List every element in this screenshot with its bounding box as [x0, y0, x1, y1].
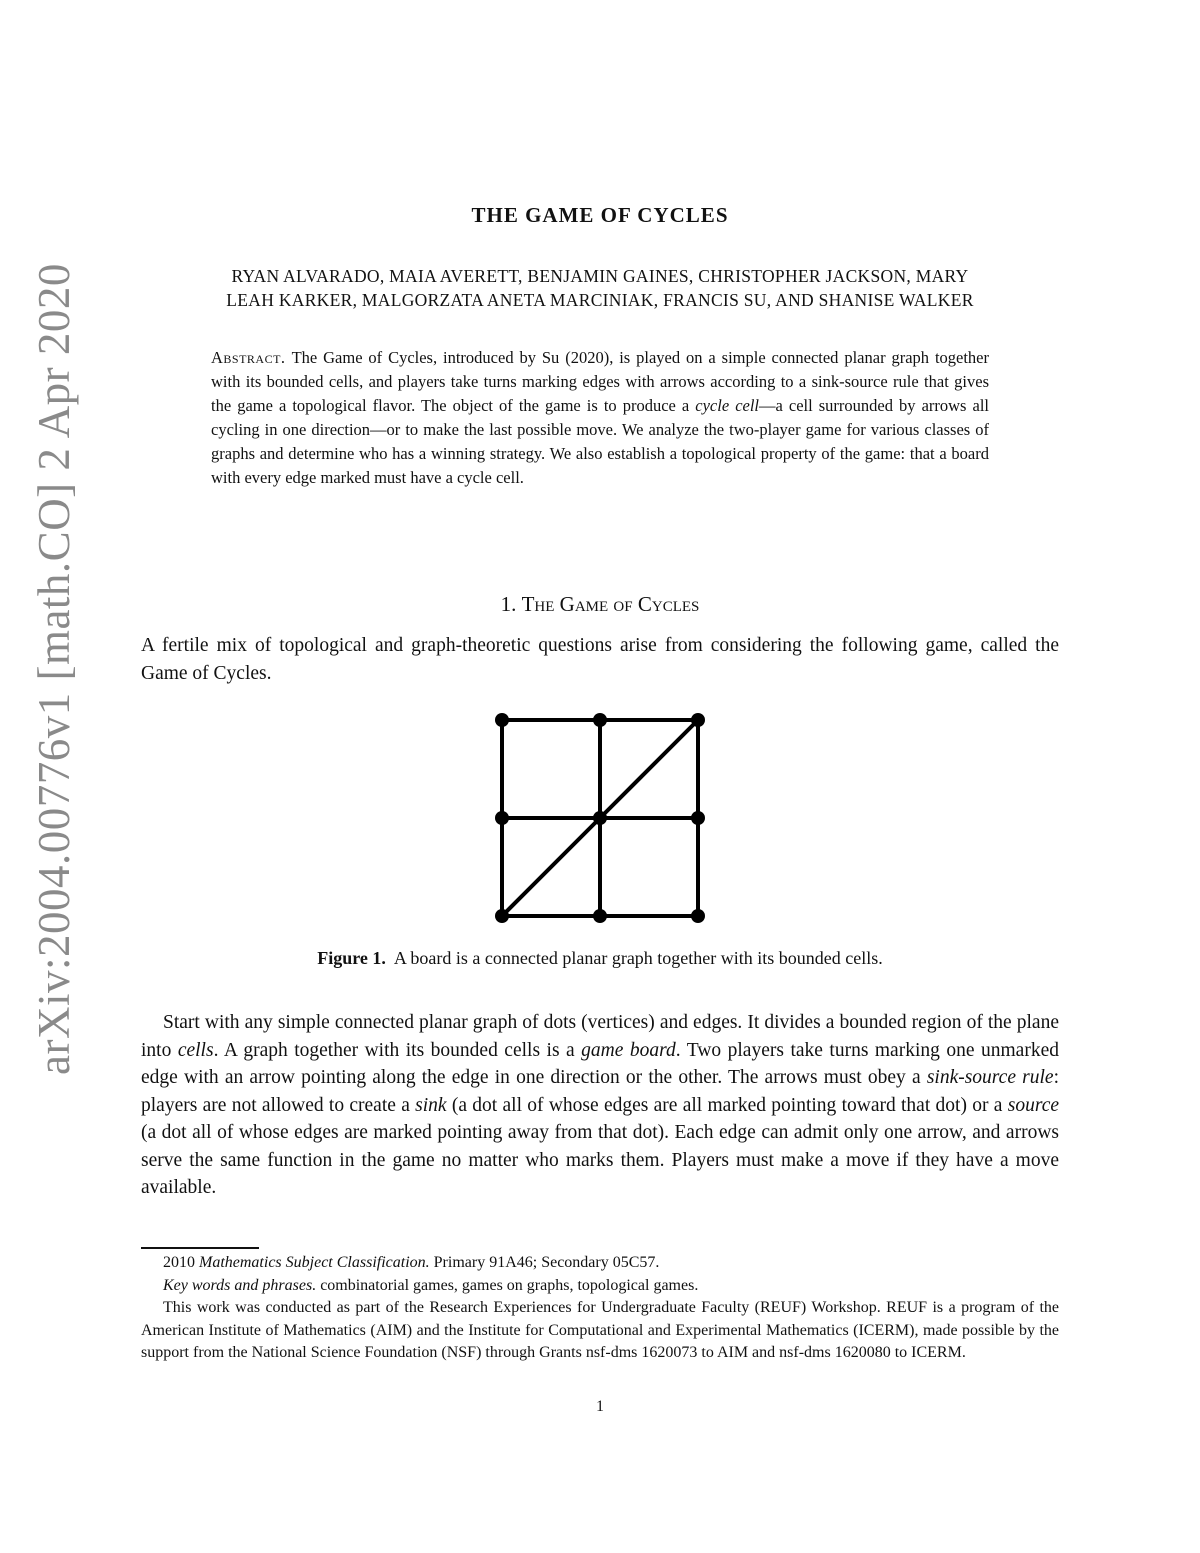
paper-title: THE GAME OF CYCLES: [471, 203, 729, 227]
board-vertex: [691, 811, 705, 825]
figure-caption-text: A board is a connected planar graph together with its bounded cells.: [393, 948, 883, 968]
board-vertex: [593, 713, 607, 727]
rules-text: : players are not allowed to create a: [141, 1067, 1059, 1116]
msc-label: Mathematics Subject Classification.: [199, 1254, 430, 1271]
footnotes: [141, 1252, 1059, 1365]
msc-year: 2010: [163, 1254, 199, 1271]
term-source: source: [1007, 1094, 1059, 1116]
term-cells: cells: [177, 1039, 214, 1061]
section-title-text: The Game of Cycles: [521, 592, 700, 616]
footnote-msc: [141, 1252, 1059, 1275]
page-number: 1: [596, 1398, 604, 1415]
footnote-funding: This work was conducted as part of the Research Experiences for Undergraduate Faculty (REUF) Workshop. REUF is a program of the American Institute of Mathematics (AIM) and the Institute for Computational and Experimental Mathematics (ICERM), made possible by the support from the National Science Foundation (NSF) through Grants nsf-dms 1620073 to AIM and nsf-dms 1620080 to ICERM.: [141, 1299, 1059, 1361]
author-line-2: LEAH KARKER, MALGORZATA ANETA MARCINIAK, FRANCIS SU, AND SHANISE WALKER: [226, 290, 974, 310]
footnote-keywords: [141, 1275, 1059, 1298]
abstract-text-part1: The Game of Cycles, introduced by Su (2020), is played on a simple connected planar graph together with its bounded cells, and players take turns marking edges with arrows according to a sink-source rule that gives the game a topological flavor. The object of the game is to produce a: [211, 348, 989, 415]
rules-text: . A graph together with its bounded cells is a: [213, 1039, 582, 1061]
intro-paragraph: A fertile mix of topological and graph-theoretic questions arise from considering the following game, called the Game of Cycles.: [141, 635, 1059, 684]
abstract-label: Abstract.: [211, 348, 286, 367]
rules-paragraph: [141, 1009, 1059, 1202]
rules-text: Start with any simple connected planar graph of dots (vertices) and edges. It divides a bounded region of the plane into: [141, 1012, 1059, 1061]
rules-text: . Two players take turns marking one unmarked edge with an arrow pointing along the edge in one direction or the other. The arrows must obey a: [141, 1039, 1059, 1088]
abstract-term-cycle-cell: cycle cell: [695, 396, 760, 415]
board-diagonal-edge: [502, 818, 600, 916]
board-vertex: [691, 909, 705, 923]
term-game-board: game board: [581, 1039, 676, 1061]
board-diagonal-edge: [600, 720, 698, 818]
abstract-text-part2: —a cell surrounded by arrows all cycling in one direction—or to make the last possible move. We analyze the two-player game for various classes of graphs and determine who has a winning strategy. We also establish a topological property of the game: that a board with every edge marked must have a cycle cell.: [211, 396, 990, 487]
keywords-text: combinatorial games, games on graphs, topological games.: [316, 1276, 699, 1294]
board-vertex: [495, 713, 509, 727]
arxiv-identifier-stamp: arXiv:2004.00776v1 [math.CO] 2 Apr 2020: [29, 263, 79, 1075]
board-vertex: [495, 909, 509, 923]
game-board-figure: [490, 708, 710, 928]
figure-caption: [0, 948, 1200, 969]
figure-label: Figure 1.: [317, 948, 386, 968]
msc-text: Primary 91A46; Secondary 05C57.: [429, 1254, 660, 1271]
rules-text: (a dot all of whose edges are all marked pointing toward that dot) or a: [446, 1094, 1008, 1116]
board-vertex: [495, 811, 509, 825]
board-vertex: [593, 909, 607, 923]
section-heading: [0, 592, 1200, 617]
term-sink-source-rule: sink-source rule: [926, 1067, 1054, 1088]
author-line-1: RYAN ALVARADO, MAIA AVERETT, BENJAMIN GAINES, CHRISTOPHER JACKSON, MARY: [231, 266, 969, 286]
author-list: [150, 264, 1050, 312]
term-sink: sink: [415, 1094, 447, 1116]
board-vertex: [691, 713, 705, 727]
rules-text: (a dot all of whose edges are marked pointing away from that dot). Each edge can admit only one arrow, and arrows serve the same function in the game no matter who marks them. Players must make a move if they have a move available.: [141, 1122, 1059, 1198]
footnote-divider: [141, 1247, 259, 1249]
keywords-label: Key words and phrases.: [163, 1276, 317, 1294]
board-vertex: [593, 811, 607, 825]
abstract: [211, 346, 989, 490]
section-number: 1.: [500, 592, 517, 616]
